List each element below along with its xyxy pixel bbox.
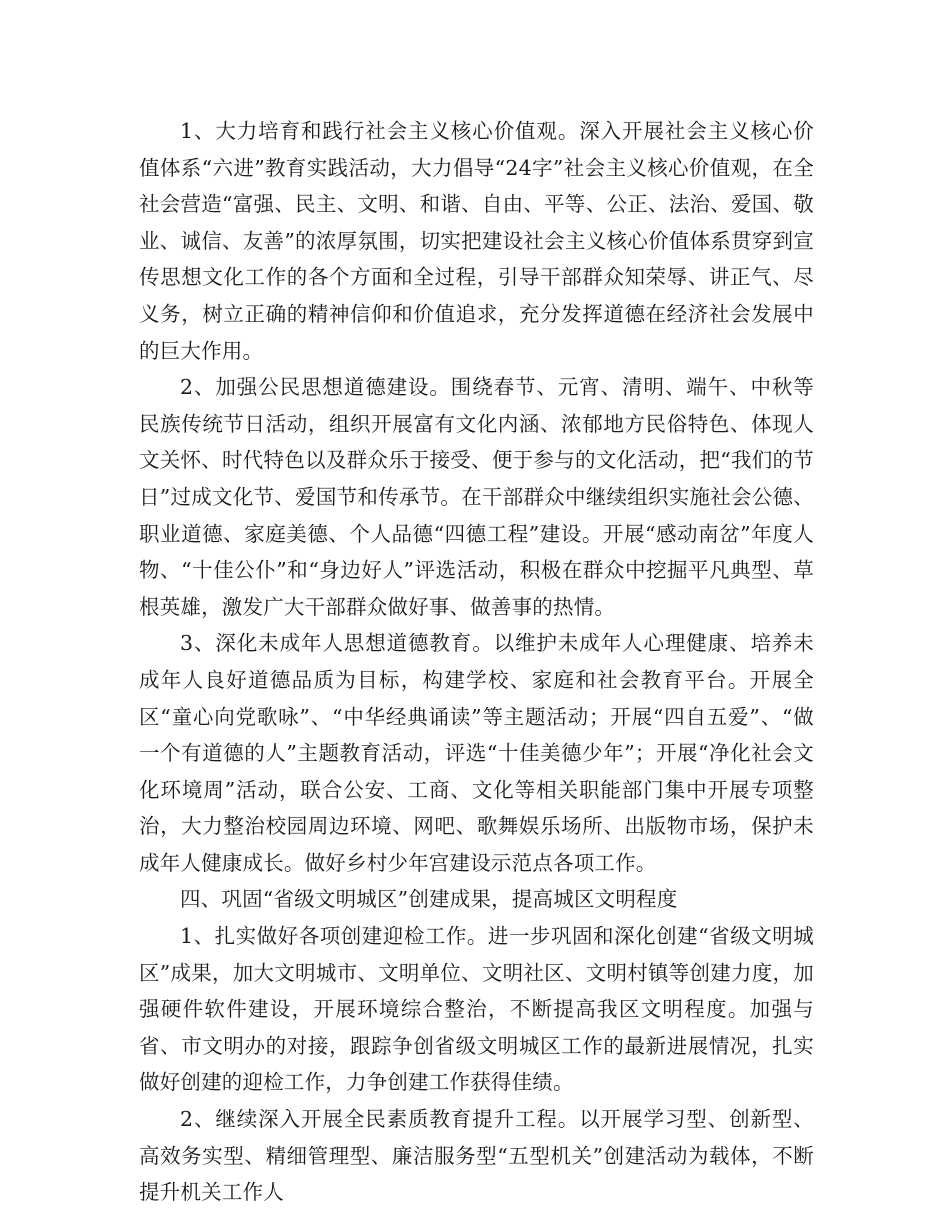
paragraph-quality-education: 2、继续深入开展全民素质教育提升工程。以开展学习型、创新型、高效务实型、精细管理型、廉洁服务型“五型机关”创建活动为载体，不断提升机关工作人 [139, 1107, 814, 1205]
document-body [139, 113, 814, 1211]
paragraph-minors-education: 3、深化未成年人思想道德教育。以维护未成年人心理健康、培养未成年人良好道德品质为目标，构建学校、家庭和社会教育平台。开展全区“童心向党歌咏”、“中华经典诵读”等主题活动；开展“四自五爱”、“做一个有道德的人”主题教育活动，评选“十佳美德少年”；开展“净化社会文化环境周”活动，联合公安、工商、文化等相关职能部门集中开展专项整治，大力整治校园周边环境、网吧、歌舞娱乐场所、出版物市场，保护未成年人健康成长。做好乡村少年宫建设示范点各项工作。 [139, 631, 814, 875]
paragraph-civic-morality: 2、加强公民思想道德建设。围绕春节、元宵、清明、端午、中秋等民族传统节日活动，组织开展富有文化内涵、浓郁地方民俗特色、体现人文关怀、时代特色以及群众乐于接受、便于参与的文化活动，把“我们的节日”过成文化节、爱国节和传承节。在干部群众中继续组织实施社会公德、职业道德、家庭美德、个人品德“四德工程”建设。开展“感动南岔”年度人物、“十佳公仆”和“身边好人”评选活动，积极在群众中挖掘平凡典型、草根英雄，激发广大干部群众做好事、做善事的热情。 [139, 375, 814, 619]
paragraph-core-values: 1、大力培育和践行社会主义核心价值观。深入开展社会主义核心价值体系“六进”教育实践活动，大力倡导“24字”社会主义核心价值观，在全社会营造“富强、民主、文明、和谐、自由、平等、公正、法治、爱国、敬业、诚信、友善”的浓厚氛围，切实把建设社会主义核心价值体系贯穿到宣传思想文化工作的各个方面和全过程，引导干部群众知荣辱、讲正气、尽义务，树立正确的精神信仰和价值追求，充分发挥道德在经济社会发展中的巨大作用。 [139, 119, 814, 363]
section-heading-civilized-district: 四、巩固“省级文明城区”创建成果，提高城区文明程度 [180, 887, 678, 912]
paragraph-inspection-work: 1、扎实做好各项创建迎检工作。进一步巩固和深化创建“省级文明城区”成果，加大文明城市、文明单位、文明社区、文明村镇等创建力度，加强硬件软件建设，开展环境综合整治，不断提高我区文明程度。加强与省、市文明办的对接，跟踪争创省级文明城区工作的最新进展情况，扎实做好创建的迎检工作，力争创建工作获得佳绩。 [139, 924, 814, 1095]
